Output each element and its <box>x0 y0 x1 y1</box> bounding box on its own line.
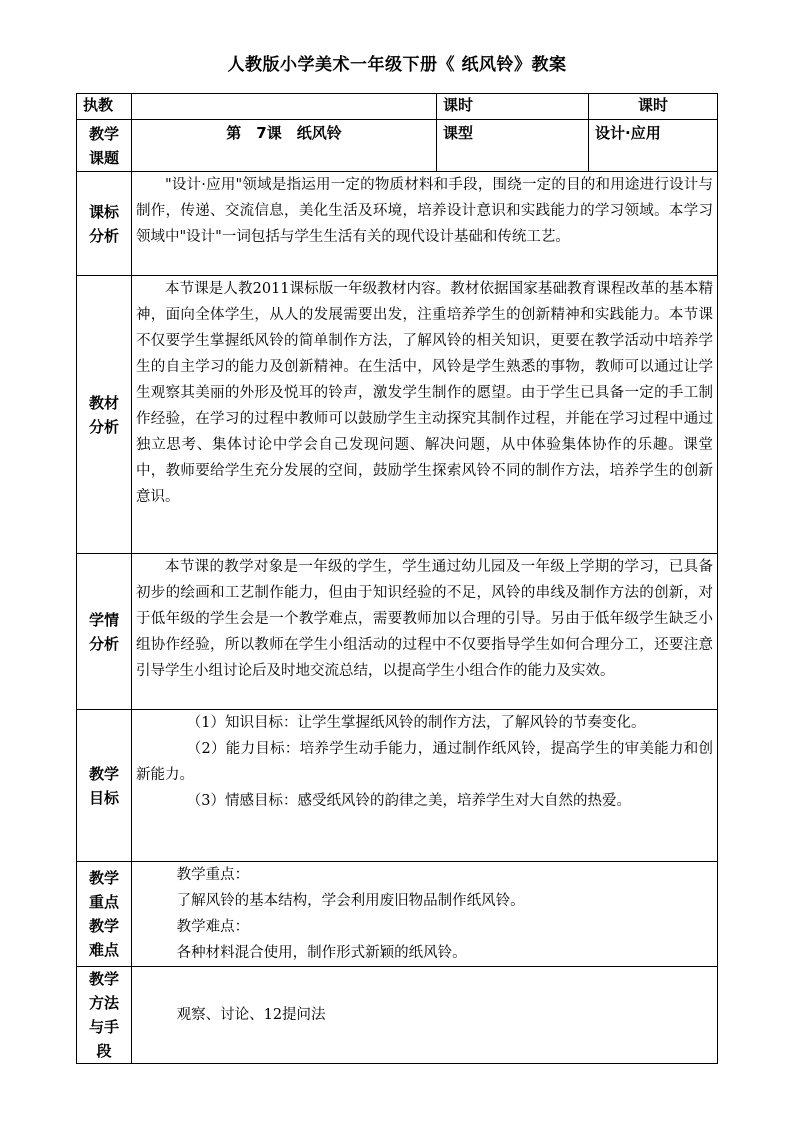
teacher-value <box>132 94 437 120</box>
lesson-topic: 第 7课 纸风铃 <box>132 120 437 172</box>
section-label <box>77 710 132 862</box>
section-content <box>132 967 718 1064</box>
key-point-line: 各种材料混合使用，制作形式新颖的纸风铃。 <box>176 945 467 961</box>
section-content <box>132 172 718 276</box>
method-line: 观察、讨论、12提问法 <box>176 1007 326 1023</box>
section-content <box>132 862 718 967</box>
objective-item: （3）情感目标：感受纸风铃的韵律之美，培养学生对大自然的热爱。 <box>186 793 631 809</box>
label-line: 教材 <box>88 393 119 412</box>
topic-row <box>77 120 718 172</box>
section-teaching-methods <box>77 967 718 1064</box>
document-title: 人教版小学美术一年级下册《 纸风铃》教案 <box>227 55 567 75</box>
label-line: 重点 <box>88 893 119 911</box>
label-line: 学情 <box>88 610 119 629</box>
period-value: 课时 <box>589 94 718 120</box>
key-point-line: 教学重点： <box>176 867 250 883</box>
lesson-plan-table <box>76 93 718 1064</box>
section-teaching-objectives <box>77 710 718 862</box>
label-line: 难点 <box>88 941 119 959</box>
label-line: 教学 <box>88 124 119 143</box>
section-label <box>77 967 132 1064</box>
key-point-line: 教学难点： <box>176 919 250 935</box>
teacher-label: 执教 <box>77 94 132 120</box>
label-line: 分析 <box>88 226 119 245</box>
objective-item: （1）知识目标：让学生掌握纸风铃的制作方法，了解风铃的节奏变化。 <box>186 715 646 731</box>
label-line: 目标 <box>88 788 119 807</box>
label-line: 分析 <box>88 417 119 436</box>
section-content <box>132 554 718 710</box>
section-content <box>132 276 718 554</box>
label-line: 段 <box>96 1042 112 1060</box>
objective-item: （2）能力目标：培养学生动手能力，通过制作纸风铃，提高学生的审美能力和创新能力。 <box>136 741 713 783</box>
section-label <box>77 862 132 967</box>
label-line: 教学 <box>88 764 119 783</box>
section-content <box>132 710 718 862</box>
period-label: 课时 <box>437 94 589 120</box>
section-curriculum-analysis <box>77 172 718 276</box>
topic-row-label <box>77 120 132 172</box>
section-label <box>77 276 132 554</box>
section-student-analysis <box>77 554 718 710</box>
label-line: 与手 <box>88 1018 119 1036</box>
header-row <box>77 94 718 120</box>
label-line: 方法 <box>88 994 119 1012</box>
label-line: 教学 <box>88 917 119 935</box>
label-line: 课标 <box>88 202 119 221</box>
paragraph: 本节课的教学对象是一年级的学生，学生通过幼儿园及一年级上学期的学习，已具备初步的绘画和工艺制作能力，但由于知识经验的不足，风铃的串线及制作方法的创新，对于低年级的学生会是一个教学难点，需要教师加以合理的引导。另由于低年级学生缺乏小组协作经验，所以教师在学生小组活动的过程中不仅要指导学生如何合理分工，还要注意引导学生小组讨论后及时地交流总结，以提高学生小组合作的能力及实效。 <box>136 559 713 679</box>
section-textbook-analysis <box>77 276 718 554</box>
section-label <box>77 172 132 276</box>
label-line: 课题 <box>88 148 119 167</box>
label-line: 教学 <box>88 970 119 988</box>
paragraph: "设计·应用"领域是指运用一定的物质材料和手段，围绕一定的目的和用途进行设计与制作，传递、交流信息，美化生活及环境，培养设计意识和实践能力的学习领域。本学习领域中"设计"一词包括与学生生活有关的现代设计基础和传统工艺。 <box>136 177 713 245</box>
lesson-type-value: 设计·应用 <box>589 120 718 172</box>
key-point-line: 了解风铃的基本结构，学会利用废旧物品制作纸风铃。 <box>176 893 525 909</box>
lesson-type-label: 课型 <box>437 120 589 172</box>
paragraph: 本节课是人教2011课标版一年级教材内容。教材依据国家基础教育课程改革的基本精神，面向全体学生，从人的发展需要出发，注重培养学生的创新精神和实践能力。本节课不仅要学生掌握纸风铃的简单制作方法，了解风铃的相关知识，更要在教学活动中培养学生的自主学习的能力及创新精神。在生活中，风铃是学生熟悉的事物，教师可以通过让学生观察其美丽的外形及悦耳的铃声，激发学生制作的愿望。由于学生已具备一定的手工制作经验，在学习的过程中教师可以鼓励学生主动探究其制作过程，并能在学习过程中通过独立思考、集体讨论中学会自己发现问题、解决问题，从中体验集体协作的乐趣。课堂中，教师要给学生充分发展的空间，鼓励学生探索风铃不同的制作方法，培养学生的创新意识。 <box>136 281 713 505</box>
label-line: 教学 <box>88 869 119 887</box>
section-key-points <box>77 862 718 967</box>
label-line: 分析 <box>88 634 119 653</box>
section-label <box>77 554 132 710</box>
